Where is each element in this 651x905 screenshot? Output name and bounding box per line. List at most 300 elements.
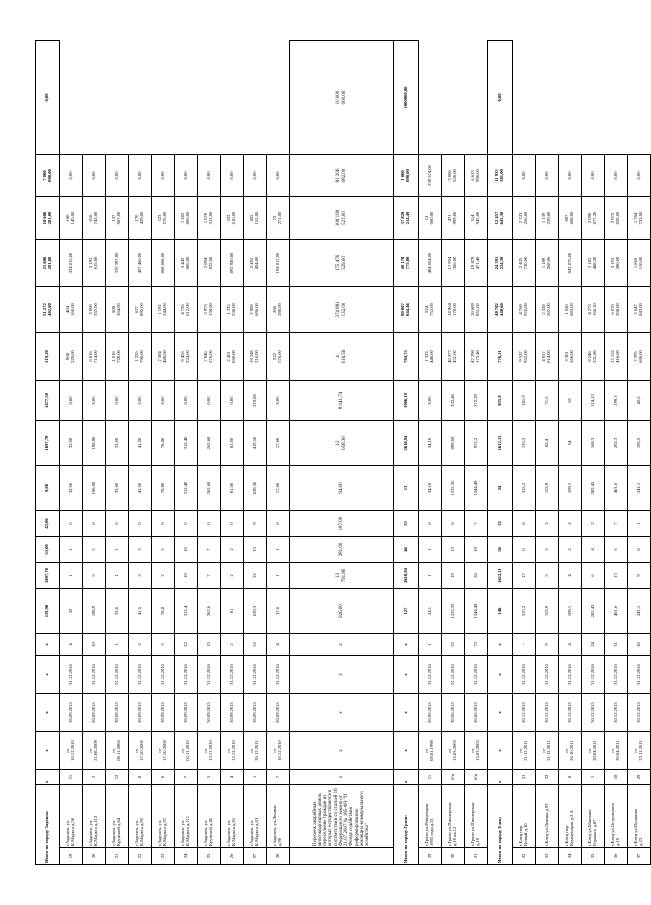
table-cell: 10	[83, 633, 106, 655]
table-cell: x	[394, 655, 419, 693]
table-cell: 34,1	[419, 588, 442, 633]
table-cell: 3	[129, 633, 152, 655]
table-cell: 119,90	[36, 588, 60, 633]
table-cell: 30.06.2015	[442, 693, 465, 731]
table-cell: x	[488, 693, 513, 731]
table-cell: 19	[60, 848, 83, 865]
table-cell: 33,6	[106, 588, 129, 633]
table-cell: 53	[442, 633, 465, 655]
table-cell: от 21.12.2011	[513, 731, 536, 769]
table-cell: 78,80	[152, 465, 175, 510]
table-cell: 374 881 132,00	[290, 286, 394, 332]
table-cell: 6 613 906,00	[465, 154, 488, 196]
table-cell: 2 894 825,00	[198, 239, 221, 286]
table-cell: 24 391 224,30	[488, 239, 513, 286]
table-cell: 17	[513, 562, 536, 588]
table-cell: 1612,11	[488, 562, 513, 588]
table-cell: 3 647 843,00	[628, 286, 651, 332]
table-cell: 24	[582, 633, 605, 655]
table-row	[628, 41, 651, 865]
table-cell: 7	[465, 510, 488, 536]
table-cell: 1 225 530,00	[221, 286, 244, 332]
table-cell: 2	[582, 510, 605, 536]
table-cell: 9	[244, 510, 267, 536]
table-cell: 262,60	[198, 420, 221, 465]
table-cell: 11	[419, 769, 442, 784]
table-cell: Перечень аварийных многоквартирных домов, переселение граждан из которых осуществляется в соответствии со статьей 16 Федерального закона от 21.07.2007 № 185-ФЗ "О Фонде содействия реформированию жилищно-коммунального хозяйства"	[290, 784, 394, 847]
table-cell: 194 017,00	[267, 239, 290, 286]
table-cell: 4	[559, 633, 582, 655]
table-cell: 1000000,00	[394, 41, 419, 155]
table-cell: 13 060,00	[419, 196, 442, 239]
table-cell: 2 972 828,00	[605, 196, 628, 239]
table-cell: 4	[582, 536, 605, 562]
table-cell: Итого по городу Елец:	[488, 784, 513, 864]
table-cell: 31.12.2016	[267, 655, 290, 693]
table-cell: 31	[465, 848, 488, 865]
table-cell: от 26.10.2011	[559, 731, 582, 769]
table-cell: 0,00	[198, 154, 221, 196]
table-row	[129, 41, 152, 865]
table-cell: 198,9	[83, 588, 106, 633]
table-cell: 34	[559, 848, 582, 865]
table-cell: 1	[106, 562, 129, 588]
table-cell: 30.09.2015	[175, 693, 198, 731]
table-cell: 0,00	[536, 154, 559, 196]
table-cell: 30.06.2015	[419, 693, 442, 731]
table-cell: 8	[559, 769, 582, 784]
table-row	[267, 41, 290, 865]
table-cell: 55	[559, 380, 582, 420]
table-cell: 33	[536, 848, 559, 865]
table-cell: x	[394, 633, 419, 655]
table-cell: от 13.12.2010	[198, 731, 221, 769]
table-cell: 2 192 615,00	[83, 239, 106, 286]
table-cell: x	[488, 655, 513, 693]
table-cell: г.Задонск, ул. К.Маркса д.95	[129, 784, 152, 847]
table-cell: x	[36, 633, 60, 655]
table-cell: г.Елец ул.Островского д.10	[605, 784, 628, 847]
table-cell: 73	[465, 633, 488, 655]
table-cell: 32	[60, 588, 83, 633]
table-cell: 25 606 201,00	[36, 239, 60, 286]
table-cell: 9	[536, 633, 559, 655]
table-cell: 1	[60, 562, 83, 588]
table-cell: 30.09.2015	[198, 693, 221, 731]
table-cell: 31.12.2016	[106, 655, 129, 693]
table-cell: 30.09.2015	[152, 693, 175, 731]
table-cell: 33,60	[106, 465, 129, 510]
table-cell: 19 345 218,00	[244, 332, 267, 380]
table-cell: 153,9	[536, 588, 559, 633]
table-cell: 4	[60, 633, 83, 655]
table-cell: 2	[221, 562, 244, 588]
table-cell: г.Задонск, ул.Ленина д.96	[267, 784, 290, 847]
table-cell: 0,00	[198, 380, 221, 420]
table-cell: 31.12.2016	[628, 655, 651, 693]
table-row	[221, 41, 244, 865]
table-cell: 168,3	[582, 420, 605, 465]
table-cell: 0,00	[129, 380, 152, 420]
table-cell: 20	[628, 633, 651, 655]
table-cell: 2	[152, 562, 175, 588]
table-cell: 0	[60, 510, 83, 536]
table-cell: 0	[513, 536, 536, 562]
table-cell: 30.09.2015	[129, 693, 152, 731]
table-cell: 0,00	[175, 154, 198, 196]
table-cell: 5	[536, 562, 559, 588]
table-cell: 7	[198, 562, 221, 588]
table-cell: от 26.12.2011	[244, 731, 267, 769]
table-row	[559, 41, 582, 865]
table-cell: x	[36, 655, 60, 693]
table-cell: 282,43	[582, 465, 605, 510]
table-cell: 32	[513, 848, 536, 865]
table-cell: 1	[267, 536, 290, 562]
table-cell: 0	[221, 510, 244, 536]
table-cell: 18 964 170,00	[442, 286, 465, 332]
table-cell: 78,80	[152, 420, 175, 465]
table-cell: 81	[221, 588, 244, 633]
table-cell: 6	[582, 562, 605, 588]
table-cell: 3 443 806,00	[175, 239, 198, 286]
table-cell: г.Елец пер. Коммунаров д.3 А	[559, 784, 582, 847]
table-cell: 241,1	[628, 588, 651, 633]
table-cell: x	[394, 731, 419, 769]
table-cell: 0	[129, 510, 152, 536]
table-cell: 532 576,00	[267, 332, 290, 380]
table-cell: 198,90	[83, 465, 106, 510]
table-cell: 28	[267, 848, 290, 865]
table-cell: 195,5	[628, 420, 651, 465]
table-cell: 2 182 488,20	[582, 239, 605, 286]
table-cell: от 10.12.2010	[267, 731, 290, 769]
table-cell: г.Задонск, ул. Крупской д.84	[106, 784, 129, 847]
table-cell: 27	[244, 848, 267, 865]
table-cell: 1 282 806,00	[175, 196, 198, 239]
table-cell: 94,00	[290, 465, 394, 510]
table-cell: 0,00	[83, 154, 106, 196]
table-cell: 19 479 471,40	[465, 239, 488, 286]
table-cell: 2	[221, 633, 244, 655]
table-cell: 6 016 714,00	[83, 332, 106, 380]
table-cell: Итого по городу Грязи:	[394, 784, 419, 864]
table-cell: x	[290, 693, 394, 731]
table-cell: 13 791,80	[290, 562, 394, 588]
table-row	[442, 41, 465, 865]
table-cell: 30.12.2015	[536, 693, 559, 731]
table-cell: 18 686 201,00	[36, 196, 60, 239]
table-cell: 53	[244, 633, 267, 655]
table-cell: 3 103 380,00	[605, 239, 628, 286]
table-cell: 56	[488, 536, 513, 562]
table-cell: 1697,70	[36, 420, 60, 465]
table-cell: 0,00	[605, 154, 628, 196]
table-cell: 1 863 110,00	[628, 239, 651, 286]
table-cell: 2610,94	[394, 420, 419, 465]
table-cell: 170 429,00	[129, 196, 152, 239]
table-cell: 332,46	[442, 380, 465, 420]
table-cell: 2	[83, 769, 106, 784]
table-cell: 17,60	[267, 465, 290, 510]
total-row	[36, 41, 60, 865]
table-cell: 72 271,00	[267, 196, 290, 239]
table-cell: 31.12.2016	[198, 655, 221, 693]
table-cell: 12 058,30	[290, 420, 394, 465]
table-cell: 0,00	[628, 154, 651, 196]
table-cell: 7	[267, 769, 290, 784]
table-cell: x	[290, 655, 394, 693]
table-cell: 78,8	[152, 588, 175, 633]
table-cell: 401,6	[605, 465, 628, 510]
table-cell: 1	[106, 633, 129, 655]
table-cell: 323 576,00	[152, 196, 175, 239]
table-row	[83, 41, 106, 865]
table-cell: 0,00	[106, 380, 129, 420]
table-cell: 0,00	[419, 380, 442, 420]
table-cell: 241,1	[628, 465, 651, 510]
table-cell: 37 828 214,49	[394, 196, 419, 239]
table-cell: 1 139 239,00	[536, 196, 559, 239]
table-cell: 1906,19	[394, 380, 419, 420]
table-cell: 31.12.2016	[582, 655, 605, 693]
table-cell: 0	[198, 510, 221, 536]
table-cell: 21	[106, 848, 129, 865]
table-cell: 312,4	[175, 588, 198, 633]
table-cell: 1	[60, 536, 83, 562]
table-cell: 43,00	[36, 510, 60, 536]
table-cell: 80 007 044,46	[394, 286, 419, 332]
table-cell: 315,2	[513, 465, 536, 510]
table-cell: от 15.03.2003	[465, 731, 488, 769]
table-cell: 35	[582, 848, 605, 865]
table-cell: 324 015,00	[60, 239, 83, 286]
table-cell: 639,30	[244, 465, 267, 510]
table-cell: 13	[394, 465, 419, 510]
table-cell: 31.12.2016	[536, 655, 559, 693]
table-cell: 146	[488, 588, 513, 633]
table-cell: 0,00	[152, 154, 175, 196]
table-cell: г.Елец ул.Ленина д.93	[536, 784, 559, 847]
table-cell: 0,00	[129, 154, 152, 196]
table-cell: 0,00	[559, 154, 582, 196]
table-cell: 0	[419, 510, 442, 536]
table-cell: 8 041,74	[290, 380, 394, 420]
table-cell: 133,3	[513, 420, 536, 465]
table-row	[419, 41, 442, 865]
table-cell: 2 451 060,00	[221, 332, 244, 380]
table-cell: 0,00	[582, 154, 605, 196]
table-cell: 31	[513, 769, 536, 784]
table-cell: 2 435 720,00	[513, 239, 536, 286]
table-cell: 30.09.2015	[244, 693, 267, 731]
table-cell: 109,1	[559, 465, 582, 510]
table-row	[513, 41, 536, 865]
table-cell: 1	[419, 562, 442, 588]
table-cell: 26	[221, 848, 244, 865]
table-cell: 22	[175, 633, 198, 655]
table-cell: 0,00	[60, 154, 83, 196]
table-cell: 10 000 000,00	[290, 41, 394, 155]
table-cell: 835,9	[488, 380, 513, 420]
table-cell: 15	[198, 633, 221, 655]
table-cell: 4 768 976,00	[513, 286, 536, 332]
table-cell: 2 384 488,00	[152, 332, 175, 380]
table-cell: 3	[129, 536, 152, 562]
table-cell: 807 608,00	[559, 196, 582, 239]
table-cell: 32	[536, 769, 559, 784]
table-cell: 1	[419, 633, 442, 655]
table-cell: 1344,49	[465, 588, 488, 633]
table-cell: 7 000 000,00	[36, 154, 60, 196]
table-cell: 46	[394, 536, 419, 562]
table-cell: 40 377 431,00	[442, 332, 465, 380]
table-cell: г.Задонск, ул. К.Маркса д.81	[221, 784, 244, 847]
table-cell: 0,00	[244, 154, 267, 196]
table-cell: 627 895,00	[129, 286, 152, 332]
table-cell: 1 016 728,00	[106, 332, 129, 380]
resettlement-table	[35, 40, 651, 865]
table-cell: 5	[83, 562, 106, 588]
table-cell: 2 090 677,20	[582, 196, 605, 239]
table-cell: 0,00	[221, 380, 244, 420]
table-cell: x	[290, 731, 394, 769]
table-cell: 8	[628, 536, 651, 562]
table-cell: 2	[152, 536, 175, 562]
table-cell: 0,00	[60, 380, 83, 420]
table-cell: 81,00	[221, 465, 244, 510]
table-cell: 457 466,00	[129, 239, 152, 286]
table-cell: 9 537 952,00	[513, 332, 536, 380]
table-cell: x	[488, 769, 513, 784]
table-cell: 45,6	[628, 380, 651, 420]
table-cell: 4 016,56	[290, 332, 394, 380]
table-cell: 34,10	[419, 420, 442, 465]
table-cell: 9 453 224,00	[175, 332, 198, 380]
table-cell: 32,00	[60, 420, 83, 465]
table-cell: 972,2	[465, 420, 488, 465]
table-cell: г.Елец ул.Максима Горького д.87	[582, 784, 605, 847]
table-cell: 892 920,00	[221, 239, 244, 286]
table-cell: 12 457 643,30	[488, 196, 513, 239]
table-cell: от 23.11.2011	[628, 731, 651, 769]
table-cell: 30.12.2015	[582, 693, 605, 731]
table-cell: от 10.12.2010	[60, 731, 83, 769]
table-cell: 4	[267, 633, 290, 655]
table-cell: 29	[419, 848, 442, 865]
table-cell: г.Задонск, ул. К.Маркса д.111	[175, 784, 198, 847]
table-cell: 17 934 366,00	[442, 239, 465, 286]
table-cell: 1	[244, 769, 267, 784]
table-cell: 48 782 448,60	[488, 286, 513, 332]
table-cell: 2 452 454,00	[244, 239, 267, 286]
table-cell: 31.12.2016	[221, 655, 244, 693]
table-cell: 199,3	[605, 380, 628, 420]
table-cell: 816 742,00	[83, 196, 106, 239]
table-cell: 20	[83, 848, 106, 865]
table-cell: 419,50	[244, 420, 267, 465]
table-cell: 926,00	[290, 588, 394, 633]
table-cell: x	[36, 693, 60, 731]
table-row	[106, 41, 129, 865]
table-cell: 82,4	[536, 420, 559, 465]
table-cell: 41,50	[129, 465, 152, 510]
table-cell: 0,00	[221, 154, 244, 196]
table-cell: 2	[536, 510, 559, 536]
table-cell: 2 328 507,00	[536, 286, 559, 332]
table-cell: от 17.10.2006	[152, 731, 175, 769]
table-cell: 5	[198, 769, 221, 784]
table-cell: 4 726 612,00	[175, 286, 198, 332]
table-cell: 0	[106, 510, 129, 536]
table-cell: 41,50	[129, 420, 152, 465]
table-cell: 31.12.2016	[513, 655, 536, 693]
table-cell: 1 078 313,00	[198, 196, 221, 239]
table-cell: 282,43	[582, 588, 605, 633]
table-cell: 11 933 581,00	[488, 154, 513, 196]
table-cell: 33	[394, 510, 419, 536]
table-cell: 24	[175, 848, 198, 865]
table-cell: от 20.04.2011	[605, 731, 628, 769]
table-cell: 843 075,00	[559, 239, 582, 286]
table-cell: 1 650 683,00	[559, 286, 582, 332]
table-cell: 22	[244, 562, 267, 588]
table-cell: 22	[129, 848, 152, 865]
table-cell: 108 198 521,00	[290, 196, 394, 239]
table-row	[60, 41, 83, 865]
table-cell: 41,5	[129, 588, 152, 633]
table-cell: 2	[559, 536, 582, 562]
table-cell: 4 273 166,10	[582, 286, 605, 332]
table-cell: 3	[536, 536, 559, 562]
table-cell: Итого по городу Задонск:	[36, 784, 60, 864]
table-cell: 13	[244, 536, 267, 562]
table-cell: 8 546 331,80	[582, 332, 605, 380]
table-cell: 18	[605, 769, 628, 784]
table-cell: 24	[488, 465, 513, 510]
table-cell: 899,69	[442, 420, 465, 465]
table-cell: 71,5	[536, 380, 559, 420]
table-cell: 31.12.2016	[605, 655, 628, 693]
table-cell: 30.09.2015	[83, 693, 106, 731]
table-row	[175, 41, 198, 865]
table-cell: 198,90	[83, 420, 106, 465]
table-cell: 6	[442, 510, 465, 536]
table-cell: 29	[628, 769, 651, 784]
table-cell: 262,6	[198, 588, 221, 633]
table-cell: 0,00	[83, 380, 106, 420]
table-cell: 372,29	[465, 380, 488, 420]
table-cell: 2 908 606,00	[244, 286, 267, 332]
table-cell: 30.12.2015	[628, 693, 651, 731]
table-cell: 9	[628, 562, 651, 588]
table-cell: б/н	[465, 769, 488, 784]
table-row	[465, 41, 488, 865]
table-cell: 34,10	[419, 465, 442, 510]
table-cell: 471 999,00	[442, 196, 465, 239]
table-cell: 30.06.2015	[465, 693, 488, 731]
table-cell: 127	[394, 588, 419, 633]
table-cell: 181,9	[513, 380, 536, 420]
table-cell: от 21.08.2009	[83, 731, 106, 769]
table-cell: 524 752,00	[419, 286, 442, 332]
table-cell: 0,00	[106, 154, 129, 196]
table-cell: 187,00	[290, 510, 394, 536]
table-cell: г.Задонск, ул. К.Маркса д.113	[83, 784, 106, 847]
table-cell	[290, 848, 394, 865]
table-cell: 160 145,00	[60, 196, 83, 239]
table-cell: 401,6	[605, 588, 628, 633]
